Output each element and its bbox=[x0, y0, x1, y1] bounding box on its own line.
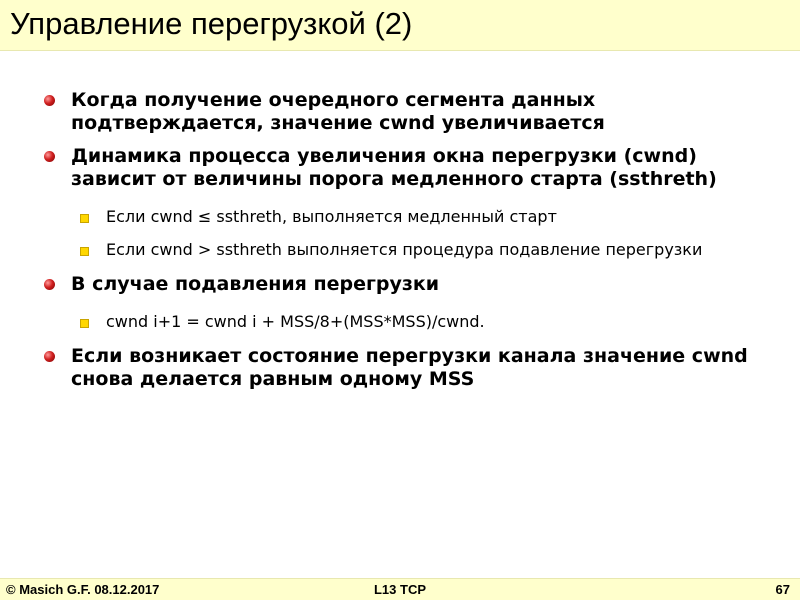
sub-bullet-text: cwnd i+1 = cwnd i + MSS/8+(MSS*MSS)/cwnd. bbox=[106, 312, 485, 331]
red-sphere-bullet-icon bbox=[44, 351, 55, 362]
bullet-item bbox=[44, 89, 774, 135]
bullet-text: В случае подавления перегрузки bbox=[71, 273, 440, 295]
bullet-text: Когда получение очередного сегмента данных подтверждается, значение cwnd увеличивается bbox=[71, 89, 605, 134]
sub-bullet-item bbox=[44, 240, 774, 260]
red-sphere-bullet-icon bbox=[44, 95, 55, 106]
bullet-text: Если возникает состояние перегрузки канала значение cwnd снова делается равным одному MSS bbox=[71, 345, 748, 390]
bullet-text: Динамика процесса увеличения окна перегрузки (cwnd) зависит от величины порога медленного старта (ssthreth) bbox=[71, 145, 717, 190]
sub-bullet-text: Если cwnd ≤ ssthreth, выполняется медленный старт bbox=[106, 207, 557, 226]
sub-bullet-item bbox=[44, 207, 774, 227]
footer-author-date: © Masich G.F. 08.12.2017 bbox=[6, 582, 160, 597]
red-sphere-bullet-icon bbox=[44, 279, 55, 290]
slide-title: Управление перегрузкой (2) bbox=[10, 6, 413, 41]
bullet-item bbox=[44, 145, 774, 191]
red-sphere-bullet-icon bbox=[44, 151, 55, 162]
slide-footer bbox=[0, 578, 800, 600]
slide-content bbox=[44, 89, 774, 391]
yellow-square-bullet-icon bbox=[80, 319, 89, 328]
sub-bullet-text: Если cwnd > ssthreth выполняется процедура подавление перегрузки bbox=[106, 240, 703, 259]
slide-title-bar bbox=[0, 0, 800, 51]
bullet-item bbox=[44, 273, 774, 296]
yellow-square-bullet-icon bbox=[80, 214, 89, 223]
footer-page-number: 67 bbox=[775, 582, 790, 597]
footer-lecture-title: L13 TCP bbox=[373, 582, 426, 597]
sub-bullet-item bbox=[44, 312, 774, 332]
bullet-item bbox=[44, 345, 774, 391]
yellow-square-bullet-icon bbox=[80, 247, 89, 256]
